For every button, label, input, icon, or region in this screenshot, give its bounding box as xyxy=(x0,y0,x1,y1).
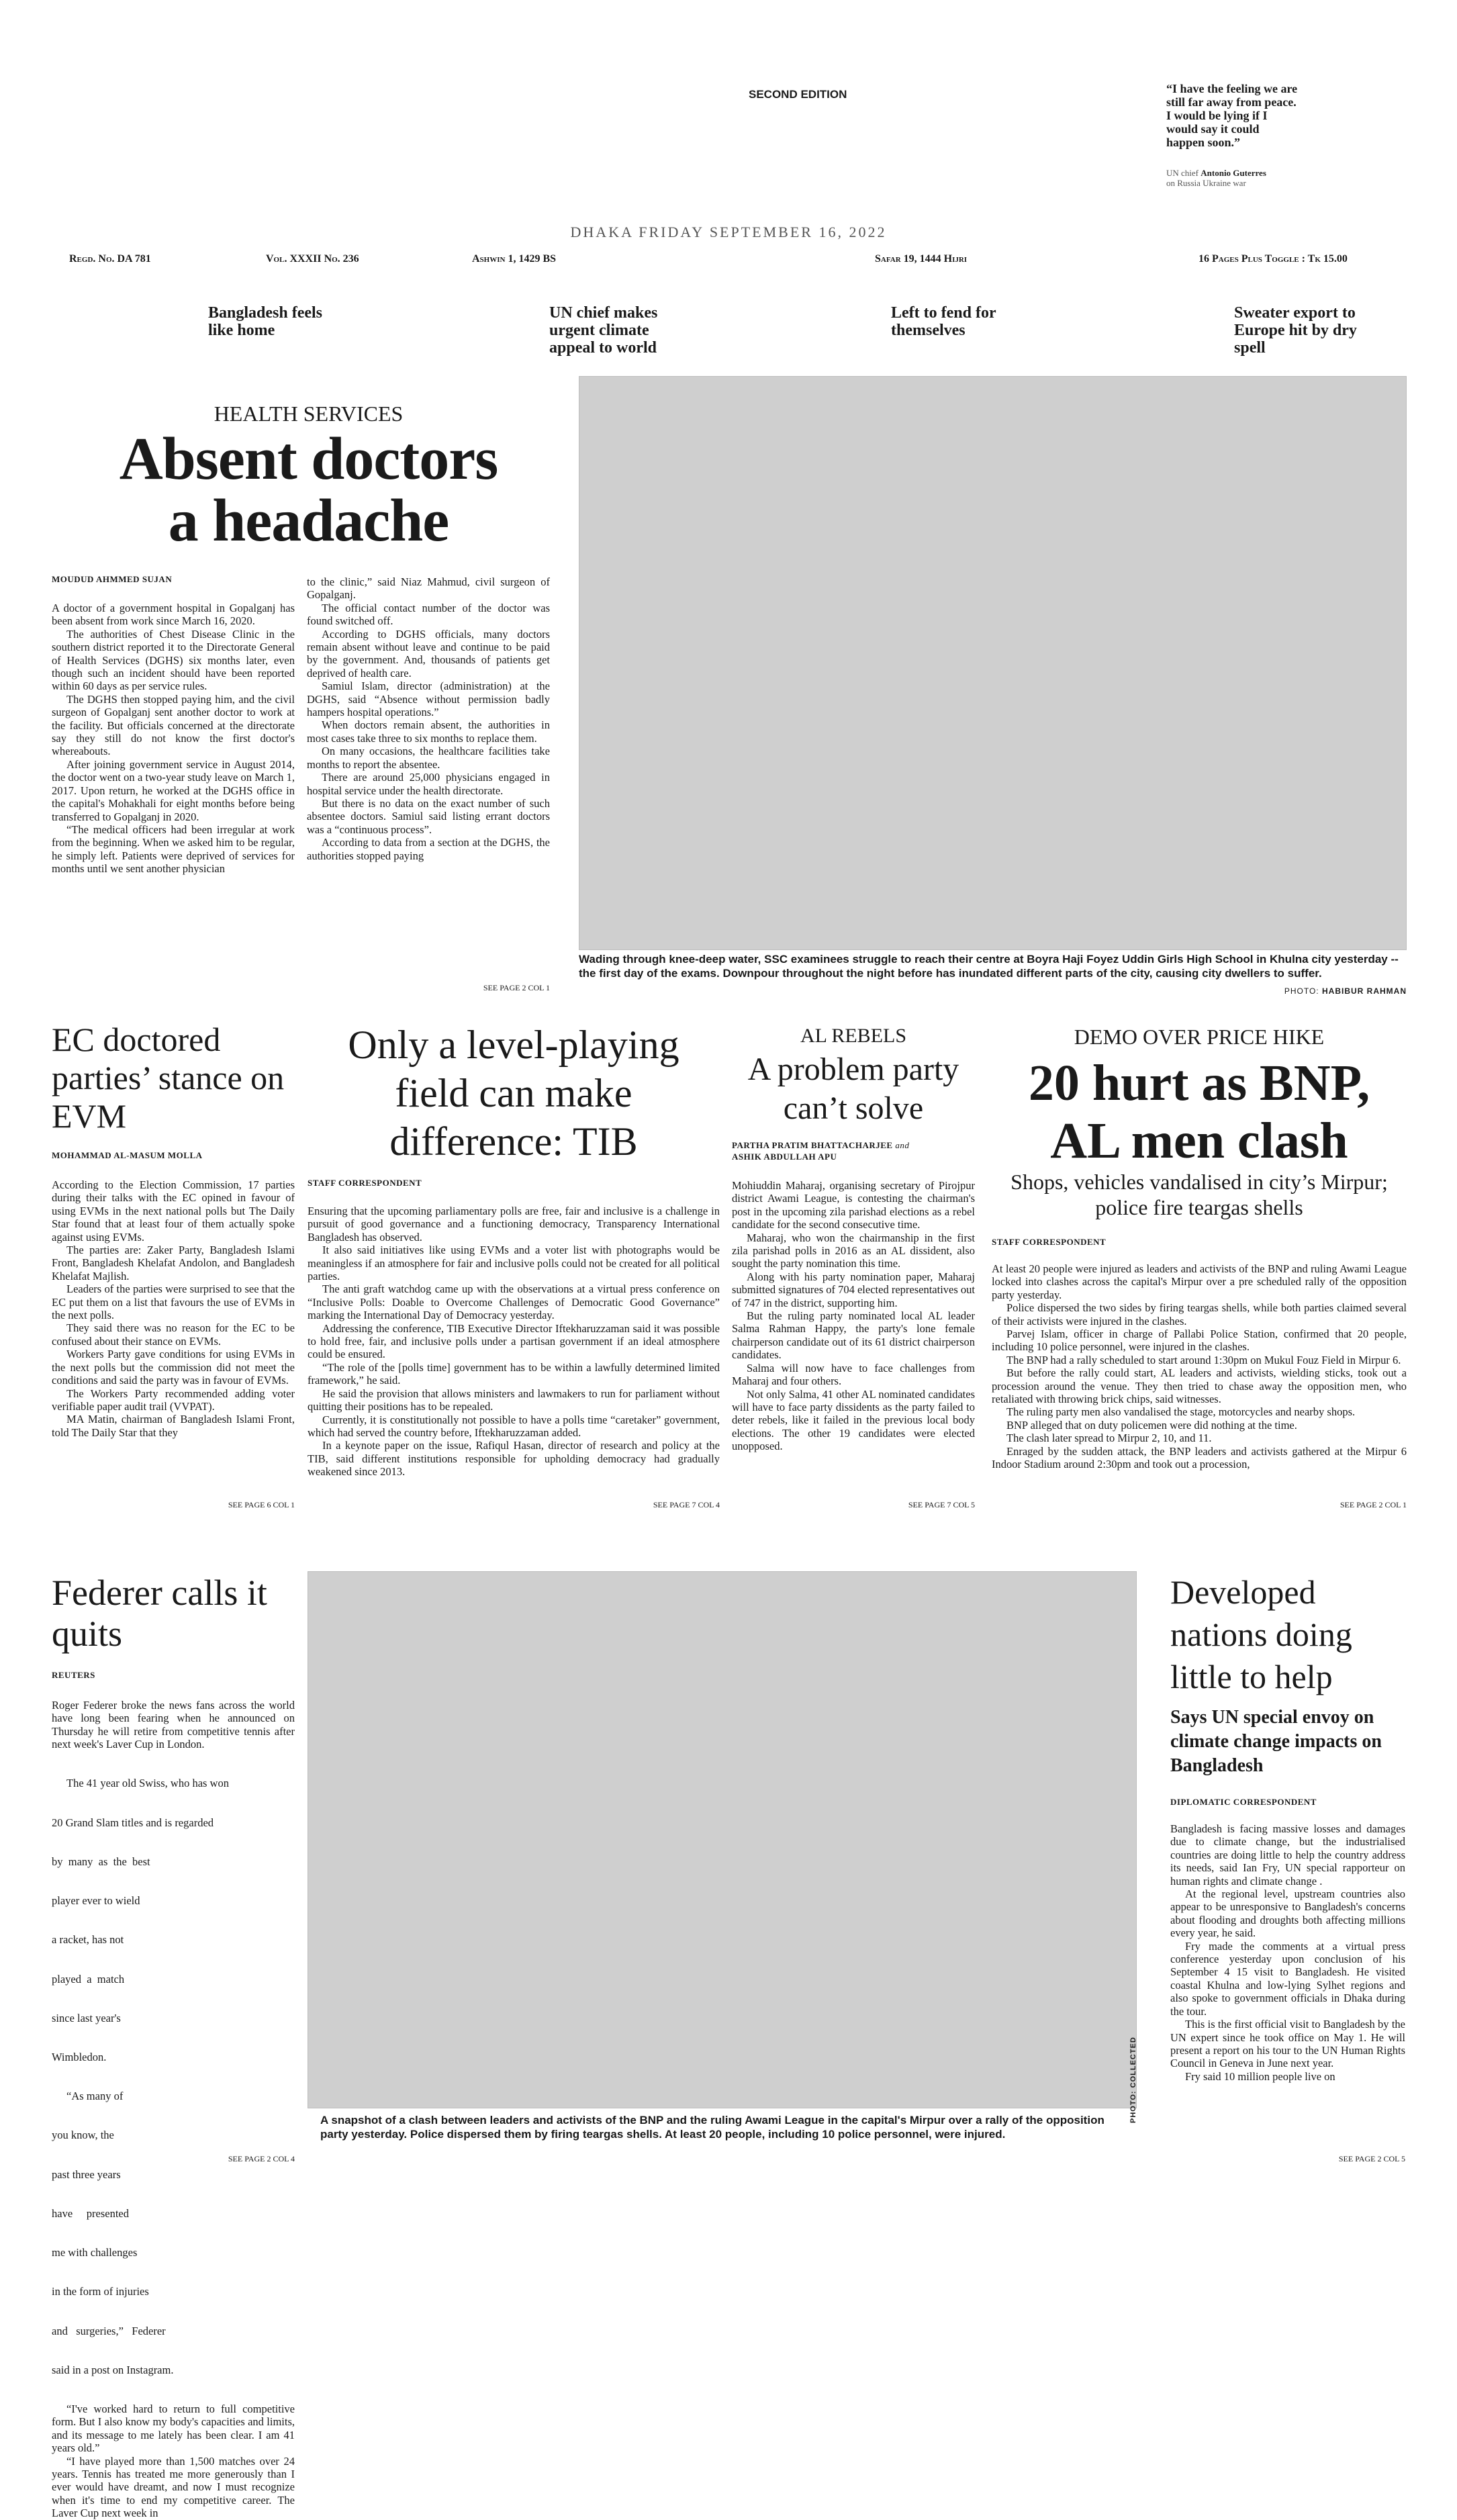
tib-paragraph: Ensuring that the upcoming parliamentary polls are free, fair and inclusive is a challenge in pursuit of good governance and a functioning democracy, Transparency International Bangladesh has observed. xyxy=(308,1205,720,1244)
ec-paragraph: They said there was no reason for the EC to be confused about their stance on EVMs. xyxy=(52,1321,295,1348)
rebels-jump[interactable]: SEE PAGE 7 COL 5 xyxy=(908,1500,975,1509)
rebels-column xyxy=(732,1179,975,1453)
hijri-date: Safar 19, 1444 Hijri xyxy=(875,253,968,265)
ec-paragraph: Leaders of the parties were surprised to see that the EC put them on a list that favours the use of EVMs in the next polls. xyxy=(52,1282,295,1322)
rebels-byline-and: and xyxy=(895,1140,910,1150)
lead-column-2 xyxy=(307,575,550,862)
federer-wrap-line: in the form of injuries xyxy=(52,2285,149,2298)
federer-wrap-line: past three years xyxy=(52,2167,121,2181)
clash-paragraph: The ruling party men also vandalised the stage, motorcycles and nearby shops. xyxy=(1006,1405,1356,1419)
rebels-paragraph: Not only Salma, 41 other AL nominated candidates will have to face party dissidents as the party failed to deter rebels, like it failed in the previous local body elections. The other 19 candidates were elected unopposed. xyxy=(732,1387,975,1453)
tib-paragraph: He said the provision that allows ministers and lawmakers to run for parliament without quitting their positions has to be repealed. xyxy=(308,1387,720,1413)
bangla-date: Ashwin 1, 1429 BS xyxy=(472,253,557,265)
flood-photo-credit-prefix: PHOTO: xyxy=(1284,986,1319,996)
rebels-kicker: AL REBELS xyxy=(800,1025,907,1047)
lead-paragraph: “The medical officers had been irregular at work from the beginning. When we asked him to be regular, he simply left. Patients were deprived of services for months until we sent another physician xyxy=(52,823,295,876)
lead-column-1 xyxy=(52,602,295,876)
teaser-3[interactable]: Left to fend for themselves xyxy=(891,304,996,339)
federer-wrap-line: you know, the xyxy=(52,2129,114,2142)
clash-photo xyxy=(308,1571,1137,2108)
price-and-pages: 16 Pages Plus Toggle : Tk 15.00 xyxy=(1198,253,1348,265)
lead-paragraph: After joining government service in August 2014, the doctor went on a two-year study leave on March 1, 2017. Upon return, he worked at the DGHS office in the capital's Mohakhali for eight months before being transferred to Gopalganj in 2020. xyxy=(52,757,295,823)
ec-paragraph: According to the Election Commission, 17 parties during their talks with the EC opined in favour of using EVMs in the next national polls but The Daily Star found that at least four of them actually spoke against using EVMs. xyxy=(52,1178,295,1244)
tib-jump[interactable]: SEE PAGE 7 COL 4 xyxy=(653,1500,720,1509)
lead-paragraph: Samiul Islam, director (administration) at the DGHS, said “Absence without permission badly hampers hospital operations.” xyxy=(307,680,550,719)
rebels-paragraph: Salma will now have to face challenges from Maharaj and four others. xyxy=(732,1361,975,1388)
federer-wrap-line: Wimbledon. xyxy=(52,2050,107,2063)
ec-paragraph: Workers Party gave conditions for using EVMs in the next polls but the commission did not meet the conditions and said the party was in favour of EVMs. xyxy=(52,1348,295,1387)
clash-deck: Shops, vehicles vandalised in city’s Mirpur; police fire teargas shells xyxy=(1010,1170,1388,1219)
climate-jump[interactable]: SEE PAGE 2 COL 5 xyxy=(1338,2154,1405,2163)
clash-photo-caption: A snapshot of a clash between leaders and activists of the BNP and the ruling Awami League in the capital's Mirpur over a rally of the opposition party yesterday. Police dispersed them by firing teargas shells. At least 20 people, including 10 police personnel, were injured. xyxy=(320,2114,1104,2141)
rebels-byline xyxy=(732,1139,975,1162)
lead-paragraph: The official contact number of the doctor was found switched off. xyxy=(307,601,550,628)
lead-paragraph: to the clinic,” said Niaz Mahmud, civil surgeon of Gopalganj. xyxy=(307,575,550,602)
lead-paragraph: According to data from a section at the DGHS, the authorities stopped paying xyxy=(307,836,550,862)
lead-paragraph: When doctors remain absent, the authorities in most cases take three to six months to replace them. xyxy=(307,718,550,745)
flood-photo xyxy=(579,376,1407,950)
federer-byline: REUTERS xyxy=(52,1670,95,1680)
clash-paragraph: But before the rally could start, AL leaders and activists, wielding sticks, took out a procession around the venue. They then tried to chase away the opposition men, who retaliated with throwing brick chips, said witnesses. xyxy=(992,1366,1407,1406)
federer-paragraph: Roger Federer broke the news fans across the world have long been fearing when he announced on Thursday he will retire from competitive tennis after next week's Laver Cup in London. xyxy=(52,1699,295,1751)
lead-paragraph: A doctor of a government hospital in Gopalganj has been absent from work since March 16, 2020. xyxy=(52,602,295,628)
lead-paragraph: There are around 25,000 physicians engaged in hospital service under the health directorate. xyxy=(307,771,550,797)
ec-byline: MOHAMMAD AL-MASUM MOLLA xyxy=(52,1150,203,1160)
federer-wrap-line: said in a post on Instagram. xyxy=(52,2363,174,2376)
lead-kicker: HEALTH SERVICES xyxy=(214,402,404,426)
federer-wrap-line: by many as the best xyxy=(52,1855,150,1868)
federer-wrap-line: player ever to wield xyxy=(52,1894,140,1908)
flood-photo-credit xyxy=(1141,986,1407,996)
clash-paragraph: The BNP had a rally scheduled to start around 1:30pm on Mukul Fouz Field in Mirpur 6. xyxy=(1006,1353,1401,1366)
quote-source xyxy=(1166,168,1321,188)
ec-paragraph: The parties are: Zaker Party, Bangladesh Islami Front, Bangladesh Khelafat Andolon, and Bangladesh Khelafat Majlish. xyxy=(52,1244,295,1282)
federer-column xyxy=(52,1699,295,2520)
teaser-4[interactable]: Sweater export to Europe hit by dry spell xyxy=(1234,304,1357,357)
lead-paragraph: According to DGHS officials, many doctors remain absent without leave and continue to be paid by the government. And, thousands of patients get deprived of health care. xyxy=(307,627,550,680)
clash-headline-line-2[interactable]: AL men clash xyxy=(1050,1113,1348,1169)
climate-byline: DIPLOMATIC CORRESPONDENT xyxy=(1170,1797,1317,1807)
dateline: DHAKA FRIDAY SEPTEMBER 16, 2022 xyxy=(570,224,887,240)
lead-paragraph: The authorities of Chest Disease Clinic in the southern district reported it to the Directorate General of Health Services (DGHS) six months later, even though such an incident should have been reported within 60 days as per service rules. xyxy=(52,627,295,693)
ec-paragraph: The Workers Party recommended adding voter verifiable paper audit trail (VVPAT). xyxy=(52,1387,295,1413)
tib-headline[interactable]: Only a level-playing field can make difference: TIB xyxy=(348,1023,679,1164)
flood-photo-credit-name: HABIBUR RAHMAN xyxy=(1322,986,1407,996)
volume-number: Vol. XXXII No. 236 xyxy=(266,253,359,265)
quote-source-prefix: UN chief xyxy=(1166,168,1199,178)
rebels-byline-author-2: ASHIK ABDULLAH APU xyxy=(732,1152,837,1162)
lead-paragraph: The DGHS then stopped paying him, and the civil surgeon of Gopalganj sent another doctor to work at the facility. But officials concerned at the directorate say they still do not know the first doctor's whereabouts. xyxy=(52,692,295,758)
registration-number: Regd. No. DA 781 xyxy=(69,253,151,265)
federer-paragraph: “I have played more than 1,500 matches over 24 years. Tennis has treated me more generously than I ever would have dreamt, and now I must recognize when it's time to end my competitive career. The Laver Cup next week in xyxy=(52,2454,295,2520)
federer-wrap-line: me with challenges xyxy=(52,2246,138,2259)
climate-paragraph: Bangladesh is facing massive losses and damages due to climate change, but the industrialised countries are doing little to help the country address its needs, said Ian Fry, UN special rapporteur on human rights and climate change . xyxy=(1170,1822,1405,1887)
tib-paragraph: In a keynote paper on the issue, Rafiqul Hasan, director of research and policy at the TIB, said different institutions responsible for upholding democracy had gradually weakened since 2013. xyxy=(308,1439,720,1479)
federer-wrap-line: “As many of xyxy=(66,2090,124,2103)
tib-byline: STAFF CORRESPONDENT xyxy=(308,1178,422,1188)
tib-paragraph: It also said initiatives like using EVMs and a voter list with photographs would be meaningless if an atmosphere for fair and inclusive polls could not be created for all political parties. xyxy=(308,1244,720,1283)
clash-paragraph: BNP alleged that on duty policemen were did nothing at the time. xyxy=(1006,1418,1297,1432)
edition-label: SECOND EDITION xyxy=(749,88,847,101)
federer-jump[interactable]: SEE PAGE 2 COL 4 xyxy=(228,2154,295,2163)
federer-headline[interactable]: Federer calls it quits xyxy=(52,1573,267,1654)
rebels-paragraph: Mohiuddin Maharaj, organising secretary of Pirojpur district Awami League, is contesting the chairman's post in the upcoming zila parishad elections as a rebel candidate for the second consecutive time. xyxy=(732,1179,975,1231)
quote-source-name: Antonio Guterres xyxy=(1201,168,1266,178)
rebels-byline-author-1: PARTHA PRATIM BHATTACHARJEE xyxy=(732,1140,893,1150)
clash-column xyxy=(992,1262,1407,1471)
tib-paragraph: Currently, it is constitutionally not possible to have a polls time “caretaker” government, which had served the country before, Iftekharuzzaman added. xyxy=(308,1413,720,1439)
ec-headline[interactable]: EC doctored parties’ stance on EVM xyxy=(52,1021,285,1135)
rebels-paragraph: But the ruling party nominated local AL leader Salma Rahman Happy, the party's lone female chairperson candidate out of its 61 district chairperson candidates. xyxy=(732,1309,975,1362)
clash-jump[interactable]: SEE PAGE 2 COL 1 xyxy=(1340,1500,1407,1509)
masthead-quote: “I have the feeling we are still far away from peace. I would be lying if I would say it could happen soon.” xyxy=(1166,82,1298,149)
teaser-2[interactable]: UN chief makes urgent climate appeal to world xyxy=(549,304,658,357)
federer-wrap-line: a racket, has not xyxy=(52,1933,124,1947)
federer-wrap-line: have presented xyxy=(52,2206,129,2220)
clash-paragraph: Enraged by the sudden attack, the BNP leaders and activists gathered at the Mirpur 6 Indoor Stadium around 2:30pm and took out a procession, xyxy=(992,1444,1407,1471)
federer-wrap-text xyxy=(52,1751,295,2402)
federer-wrap-line: played a match xyxy=(52,1972,125,1986)
ec-paragraph: MA Matin, chairman of Bangladesh Islami Front, told The Daily Star that they xyxy=(52,1413,295,1439)
lead-byline: MOUDUD AHMMED SUJAN xyxy=(52,574,173,584)
tib-column xyxy=(308,1205,720,1479)
lead-headline[interactable] xyxy=(52,428,565,552)
lead-jump[interactable]: SEE PAGE 2 COL 1 xyxy=(483,983,550,992)
clash-paragraph: At least 20 people were injured as leaders and activists of the BNP and ruling Awami League locked into clashes across the capital's Mirpur over a pre scheduled rally of the opposition party yesterday. xyxy=(992,1262,1407,1301)
tib-paragraph: “The role of the [polls time] government has to be within a lawfully determined limited framework,” he said. xyxy=(308,1360,720,1387)
federer-wrap-line: The 41 year old Swiss, who has won xyxy=(66,1777,229,1790)
quote-source-context: on Russia Ukraine war xyxy=(1166,178,1246,188)
clash-paragraph: Parvej Islam, officer in charge of Pallabi Police Station, confirmed that 20 people, including 10 police personnel, were injured in the clashes. xyxy=(992,1327,1407,1354)
climate-headline[interactable]: Developed nations doing little to help xyxy=(1170,1573,1352,1695)
rebels-paragraph: Along with his party nomination paper, Maharaj submitted signatures of 704 elected representatives out of 747 in the district, supporting him. xyxy=(732,1270,975,1309)
climate-paragraph: This is the first official visit to Bangladesh by the UN expert since he took office on May 1. He will present a report on his tour to the UN Human Rights Council in Geneva in June next year. xyxy=(1170,2018,1405,2070)
rebels-headline[interactable]: A problem party can’t solve xyxy=(747,1052,959,1126)
lead-headline-line-2[interactable]: a headache xyxy=(168,487,449,554)
rebels-paragraph: Maharaj, who won the chairmanship in the first zila parishad polls in 2016 as an AL dissident, also sought the party nomination this time. xyxy=(732,1231,975,1270)
clash-headline[interactable] xyxy=(992,1054,1407,1170)
clash-headline-line-1[interactable]: 20 hurt as BNP, xyxy=(1028,1055,1370,1111)
clash-paragraph: The clash later spread to Mirpur 2, 10, and 11. xyxy=(1006,1432,1212,1445)
clash-kicker: DEMO OVER PRICE HIKE xyxy=(1074,1025,1325,1049)
lead-paragraph: On many occasions, the healthcare facilities take months to report the absentee. xyxy=(307,745,550,771)
federer-paragraph: “I've worked hard to return to full competitive form. But I also know my body's capacities and limits, and its message to me lately has been clear. I am 41 years old.” xyxy=(52,2402,295,2455)
federer-wrap-line: and surgeries,” Federer xyxy=(52,2324,166,2337)
federer-wrap-line: 20 Grand Slam titles and is regarded xyxy=(52,1816,214,1829)
tib-paragraph: The anti graft watchdog came up with the observations at a virtual press conference on “Inclusive Polls: Doable to Overcome Challenges of Democratic Good Governance” marking the International Day of Democracy yesterday. xyxy=(308,1282,720,1322)
climate-deck: Says UN special envoy on climate change impacts on Bangladesh xyxy=(1170,1707,1382,1776)
climate-paragraph: Fry said 10 million people live on xyxy=(1185,2069,1335,2083)
climate-paragraph: At the regional level, upstream countries also appear to be unresponsive to Bangladesh's concerns about flooding and droughts both affecting millions every year, he said. xyxy=(1170,1887,1405,1940)
ec-jump[interactable]: SEE PAGE 6 COL 1 xyxy=(228,1500,295,1509)
clash-paragraph: Police dispersed the two sides by firing teargas shells, while both parties claimed several of their activists were injured in the clashes. xyxy=(992,1301,1407,1327)
lead-paragraph: But there is no data on the exact number of such absentee doctors. Samiul said listing errant doctors was a “continuous process”. xyxy=(307,796,550,836)
climate-column xyxy=(1170,1822,1405,2083)
lead-headline-line-1[interactable]: Absent doctors xyxy=(119,426,498,492)
flood-photo-caption: Wading through knee-deep water, SSC examinees struggle to reach their centre at Boyra Haji Foyez Uddin Girls High School in Khulna city yesterday -- the first day of the exams. Downpour throughout the night before has inundated different parts of the city, causing city dwellers to suffer. xyxy=(579,953,1399,980)
clash-byline: STAFF CORRESPONDENT xyxy=(992,1237,1107,1247)
tib-paragraph: Addressing the conference, TIB Executive Director Iftekharuzzaman said it was possible to hold free, fair, and inclusive polls under a partisan government if an ideal atmosphere could be ensured. xyxy=(308,1321,720,1361)
climate-paragraph: Fry made the comments at a virtual press conference yesterday upon conclusion of his September 4 15 visit to Bangladesh. He visited coastal Khulna and low-lying Sylhet regions and also spoke to government officials in Dhaka during the tour. xyxy=(1170,1939,1405,2018)
ec-column xyxy=(52,1178,295,1439)
teaser-1[interactable]: Bangladesh feels like home xyxy=(208,304,323,339)
clash-photo-credit: PHOTO: COLLECTED xyxy=(1129,2037,1137,2123)
federer-wrap-line: since last year's xyxy=(52,2011,121,2024)
